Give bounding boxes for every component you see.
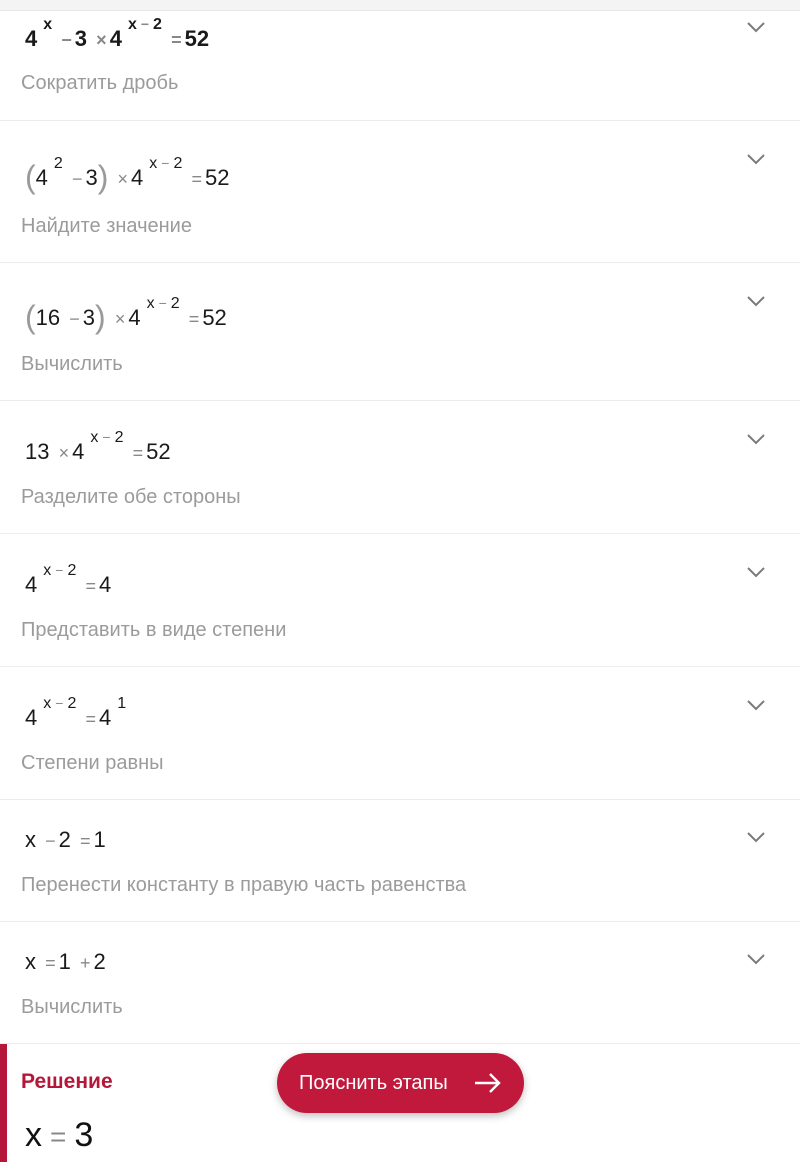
step-8-caption: Вычислить — [21, 996, 123, 1018]
step-3-caption: Вычислить — [21, 353, 123, 375]
step-6-caption: Степени равны — [21, 752, 164, 774]
solution-title: Решение — [21, 1070, 113, 1093]
step-8-equation: x = 1 + 2 — [25, 949, 106, 974]
chevron-down-icon[interactable] — [746, 830, 766, 844]
step-2-caption: Найдите значение — [21, 215, 192, 237]
solution-accent-bar — [0, 1044, 7, 1162]
step-8[interactable] — [0, 922, 800, 1044]
step-3[interactable] — [0, 263, 800, 401]
step-7-equation: x − 2 = 1 — [25, 827, 106, 852]
step-5-caption: Представить в виде степени — [21, 619, 287, 641]
step-1-caption: Сократить дробь — [21, 72, 179, 94]
divider — [0, 1043, 800, 1044]
step-3-equation: $(16 - 3) \times 4^{x - 2} = 52$ — [25, 295, 227, 335]
solution-answer: x = 3 — [25, 1116, 94, 1154]
chevron-down-icon[interactable] — [746, 698, 766, 712]
explain-steps-label: Пояснить этапы — [299, 1072, 448, 1094]
chevron-down-icon[interactable] — [746, 432, 766, 446]
chevron-down-icon[interactable] — [746, 565, 766, 579]
step-1-equation: $4^x - 3 \times 4^{x - 2} = 52$ — [25, 16, 210, 51]
step-2[interactable] — [0, 121, 800, 263]
step-6[interactable] — [0, 667, 800, 800]
chevron-down-icon[interactable] — [746, 20, 766, 34]
step-4[interactable] — [0, 401, 800, 534]
step-2-equation: $(4^2 - 3) \times 4^{x - 2} = 52$ — [25, 155, 230, 195]
chevron-down-icon[interactable] — [746, 952, 766, 966]
step-5-equation: $4^{x - 2} = 4$ — [25, 562, 112, 597]
step-1[interactable] — [0, 10, 800, 121]
explain-steps-button[interactable] — [277, 1053, 524, 1113]
step-4-equation: $13 \times 4^{x - 2} = 52$ — [25, 429, 171, 464]
arrow-right-icon — [473, 1072, 503, 1094]
chevron-down-icon[interactable] — [746, 152, 766, 166]
step-7-caption: Перенести константу в правую часть равенства — [21, 874, 467, 896]
chevron-down-icon[interactable] — [746, 294, 766, 308]
step-4-caption: Разделите обе стороны — [21, 486, 241, 508]
step-7[interactable] — [0, 800, 800, 922]
step-5[interactable] — [0, 534, 800, 667]
step-6-equation: $4^{x - 2} = 4^1$ — [25, 695, 127, 730]
